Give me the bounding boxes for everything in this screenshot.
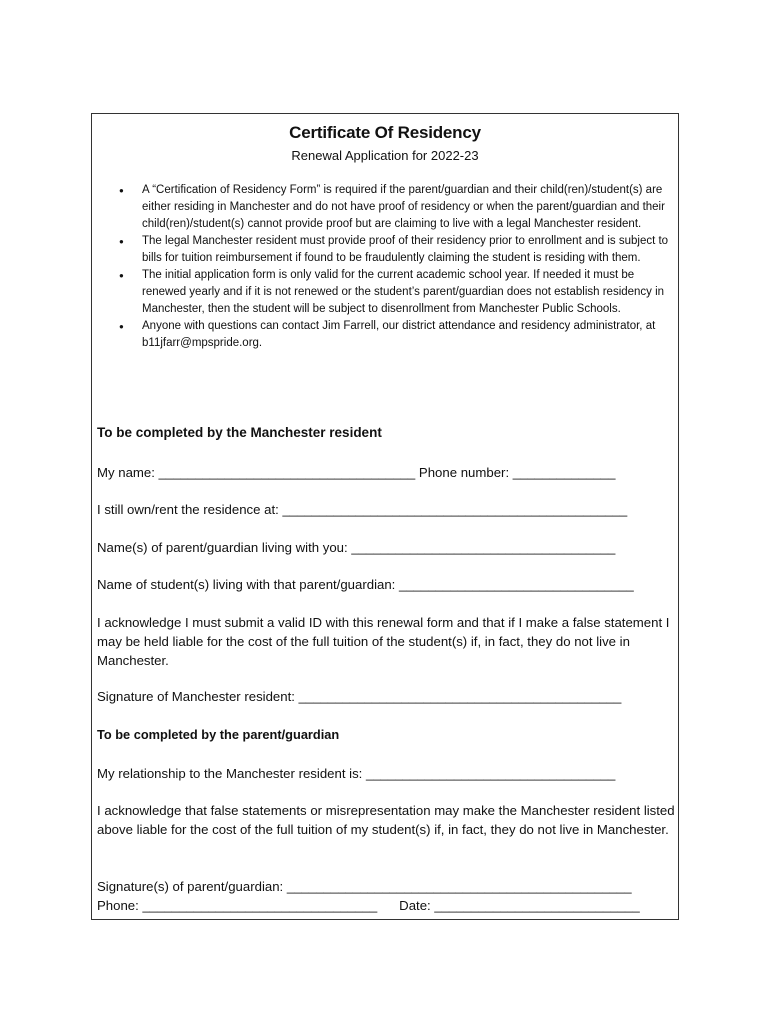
form-subtitle: Renewal Application for 2022-23 xyxy=(291,148,479,163)
residence-field[interactable]: _______________________________________________ xyxy=(282,502,628,517)
parent-guardian-field[interactable]: ____________________________________ xyxy=(351,540,616,555)
instructions-list xyxy=(114,182,669,352)
instruction-item: ● A “Certification of Residency Form” is required if the parent/guardian and their child(ren)/student(s) are either residing in Manchester and do not have proof of residency or when the parent/guardian and their child(ren)/student(s) cannot provide proof but are claiming to live with a legal Manchester resident. xyxy=(114,182,669,233)
guardian-phone-date-row xyxy=(97,896,675,915)
resident-signature-label: Signature of Manchester resident: xyxy=(97,689,299,704)
parent-guardian-row xyxy=(97,538,675,557)
students-label: Name of student(s) living with that parent/guardian: xyxy=(97,577,400,592)
relationship-row xyxy=(97,764,675,783)
guardian-signature-row xyxy=(97,877,675,896)
phone-number-field[interactable]: ______________ xyxy=(512,465,616,480)
my-name-label: My name: xyxy=(97,465,159,480)
resident-acknowledgement: I acknowledge I must submit a valid ID with this renewal form and that if I make a false statement I may be held liable for the cost of the full tuition of the student(s) if, in fact, they do not live in Manchester. xyxy=(97,615,670,668)
instruction-item: ● The legal Manchester resident must provide proof of their residency prior to enrollment and is subject to bills for tuition reimbursement if found to be fraudulently claiming the student is residing with them. xyxy=(114,233,669,267)
guardian-phone-label: Phone: xyxy=(97,898,143,913)
relationship-label: My relationship to the Manchester resident is: xyxy=(97,766,367,781)
resident-section-heading: To be completed by the Manchester resident xyxy=(97,425,382,440)
students-row xyxy=(97,575,675,594)
residence-label: I still own/rent the residence at: xyxy=(97,502,283,517)
parent-guardian-label: Name(s) of parent/guardian living with you: xyxy=(97,540,352,555)
guardian-signature-field[interactable]: _______________________________________________ xyxy=(286,879,632,894)
relationship-field[interactable]: __________________________________ xyxy=(366,766,616,781)
certificate-form xyxy=(91,113,679,920)
guardian-phone-field[interactable]: ________________________________ xyxy=(142,898,378,913)
instruction-item: ● The initial application form is only valid for the current academic school year. If needed it must be renewed yearly and if it is not renewed or the student’s parent/guardian does not establish residency in Manchester, then the student will be subject to disenrollment from Manchester Public Schools. xyxy=(114,267,669,318)
form-title: Certificate Of Residency xyxy=(289,123,481,142)
resident-signature-field[interactable]: ____________________________________________ xyxy=(298,689,622,704)
residence-row xyxy=(97,500,675,519)
date-label: Date: xyxy=(399,898,435,913)
phone-number-label: Phone number: xyxy=(415,465,513,480)
guardian-acknowledgement: I acknowledge that false statements or misrepresentation may make the Manchester resident listed above liable for the cost of the full tuition of my student(s) if, in fact, they do not live in Manchester. xyxy=(97,803,675,837)
my-name-field[interactable]: ___________________________________ xyxy=(158,465,416,480)
guardian-section-heading: To be completed by the parent/guardian xyxy=(97,727,340,742)
instruction-item: ● Anyone with questions can contact Jim Farrell, our district attendance and residency administrator, at b11jfarr@mpspride.org. xyxy=(114,318,669,352)
students-field[interactable]: ________________________________ xyxy=(399,577,634,592)
my-name-row xyxy=(97,463,675,482)
date-field[interactable]: ____________________________ xyxy=(434,898,640,913)
resident-signature-row xyxy=(97,687,675,706)
guardian-signature-label: Signature(s) of parent/guardian: xyxy=(97,879,287,894)
